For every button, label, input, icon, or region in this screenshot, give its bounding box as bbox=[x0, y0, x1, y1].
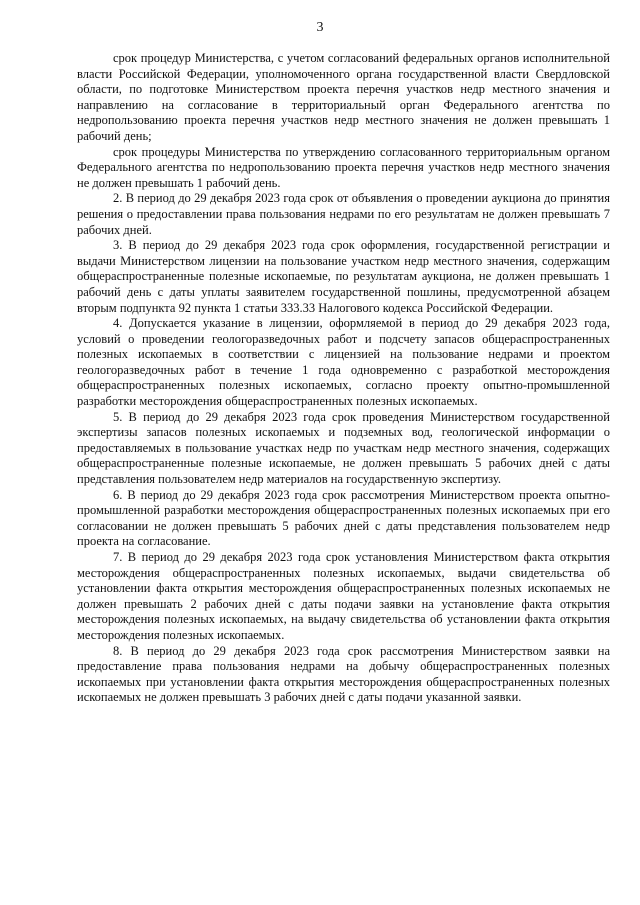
paragraph-item-8: 8. В период до 29 декабря 2023 года срок рассмотрения Министерством заявки на предоставление права пользования недрами на добычу общераспространенных полезных ископаемых при установлении факта открытия месторождения общераспространенных полезных ископаемых не должен превышать 3 рабочих дней с даты подачи указанной заявки. bbox=[77, 643, 610, 705]
paragraph-item-6: 6. В период до 29 декабря 2023 года срок рассмотрения Министерством проекта опытно-промышленной разработки месторождения общераспространенных полезных ископаемых при его согласовании не должен превышать 5 рабочих дней с даты представления пользователем недр проекта на согласование. bbox=[77, 487, 610, 549]
paragraph-procedure-terms: срок процедур Министерства, с учетом согласований федеральных органов исполнительной власти Российской Федерации, уполномоченного органа государственной власти Свердловской области, по подготовке Министерством проекта перечня участков недр местного значения и направлению на согласование в территориальный орган Федерального агентства по недропользованию проекта перечня участков недр местного значения не должен превышать 1 рабочий день; bbox=[77, 51, 610, 143]
paragraph-item-7: 7. В период до 29 декабря 2023 года срок установления Министерством факта открытия месторождения общераспространенных полезных ископаемых, выдачи свидетельства об установлении факта открытия месторождения общераспространенных полезных ископаемых не должен превышать 2 рабочих дней с даты подачи заявки на установление факта открытия месторождения полезных ископаемых, на выдачу свидетельства об установлении факта открытия месторождения полезных ископаемых. bbox=[77, 550, 610, 642]
page-number: 3 bbox=[316, 20, 324, 35]
paragraph-approval-terms: срок процедуры Министерства по утверждению согласованного территориальным органом Федерального агентства по недропользованию проекта перечня участков недр местного значения не должен превышать 1 рабочий день. bbox=[77, 144, 610, 190]
paragraph-item-3: 3. В период до 29 декабря 2023 года срок оформления, государственной регистрации и выдачи Министерством лицензии на пользование участком недр местного значения, содержащим общераспространенные полезные ископаемые, по результатам аукциона, не должен превышать 1 рабочий день с даты уплаты заявителем государственной пошлины, предусмотренной абзацем вторым подпункта 92 пункта 1 статьи 333.33 Налогового кодекса Российской Федерации. bbox=[77, 238, 610, 315]
paragraph-item-2: 2. В период до 29 декабря 2023 года срок от объявления о проведении аукциона до принятия решения о предоставлении права пользования недрами по его результатам не должен превышать 7 рабочих дней. bbox=[77, 191, 610, 237]
paragraph-item-4: 4. Допускается указание в лицензии, оформляемой в период до 29 декабря 2023 года, условий о проведении геологоразведочных работ и подсчету запасов общераспространенных полезных ископаемых в соответствии с лицензией на пользование недрами и проектом геологоразведочных работ в течение 1 года одновременно с разработкой месторождения общераспространенных полезных ископаемых, согласно проекту опытно-промышленной разработки месторождения общераспространенных полезных ископаемых. bbox=[77, 316, 610, 409]
document-body bbox=[77, 51, 610, 706]
paragraph-item-5: 5. В период до 29 декабря 2023 года срок проведения Министерством государственной экспертизы запасов полезных ископаемых и подземных вод, геологической информации о предоставляемых в пользование участках недр по участкам недр местного значения, содержащих общераспространенные полезные ископаемые, не должен превышать 5 рабочих дней с даты представления пользователем недр материалов на государственную экспертизу. bbox=[77, 409, 610, 487]
